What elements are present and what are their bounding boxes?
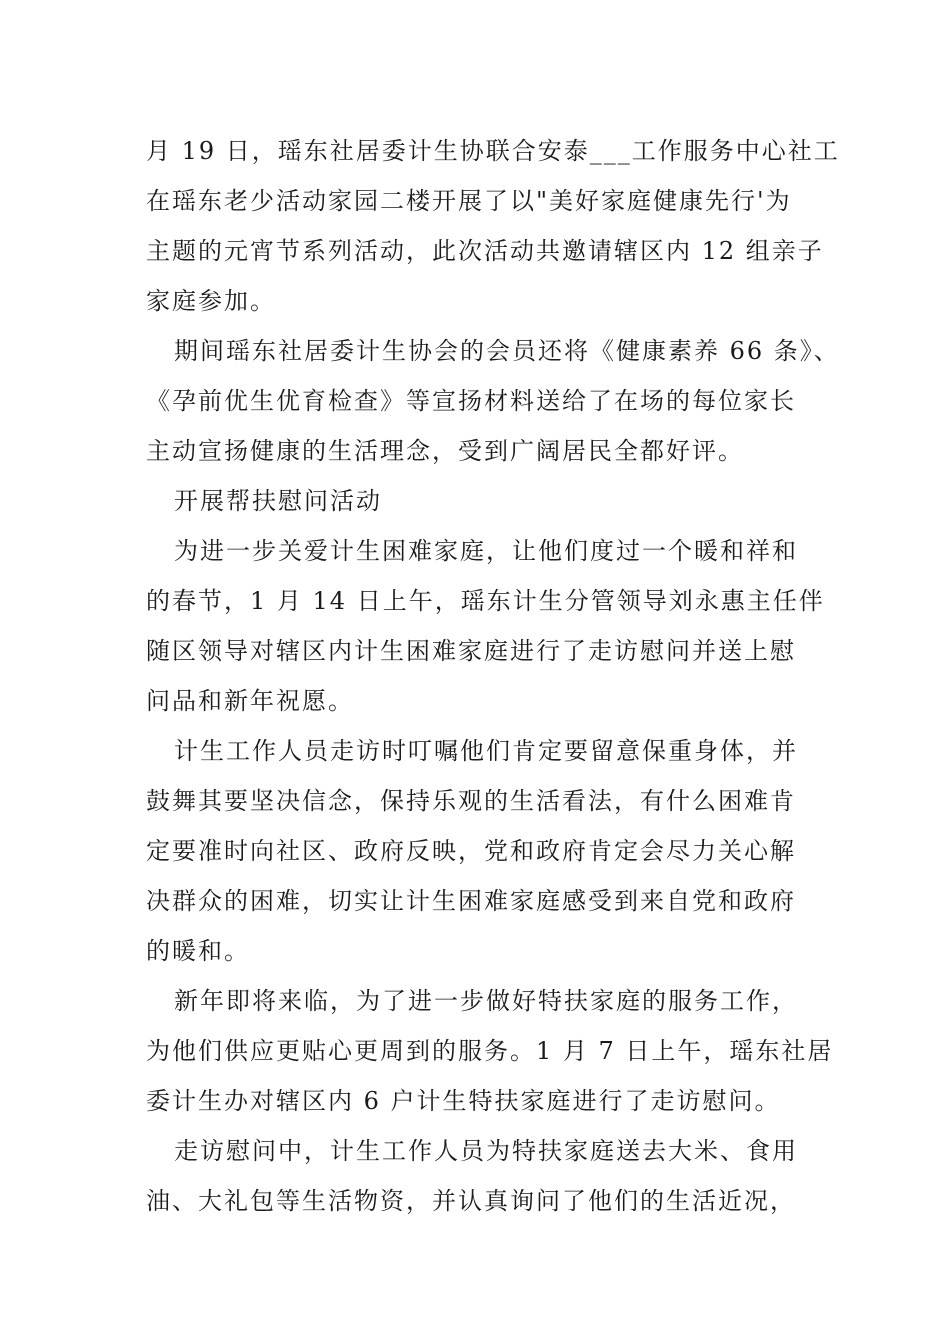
text-line: 主题的元宵节系列活动，此次活动共邀请辖区内 12 组亲子 [146, 237, 824, 265]
text-line: 走访慰问中，计生工作人员为特扶家庭送去大米、食用 [174, 1137, 798, 1165]
text-line: 委计生办对辖区内 6 户计生特扶家庭进行了走访慰问。 [146, 1087, 781, 1115]
text-line: 期间瑶东社居委计生协会的会员还将《健康素养 66 条》、 [174, 337, 840, 365]
text-line: 为他们供应更贴心更周到的服务。1 月 7 日上午，瑶东社居 [146, 1037, 834, 1065]
paragraph-3 [146, 526, 825, 726]
paragraph-6 [146, 1126, 818, 1226]
text-line: 决群众的困难，切实让计生困难家庭感受到来自党和政府 [146, 887, 796, 915]
text-line: 在瑶东老少活动家园二楼开展了以"美好家庭健康先行'为 [146, 187, 792, 215]
text-line: 随区领导对辖区内计生困难家庭进行了走访慰问并送上慰 [146, 637, 796, 665]
text-line: 的暖和。 [146, 937, 250, 965]
text-line: 鼓舞其要坚决信念，保持乐观的生活看法，有什么困难肯 [146, 787, 796, 815]
section-heading-text: 开展帮扶慰问活动 [174, 487, 382, 515]
paragraph-1 [146, 126, 840, 326]
text-line: 家庭参加。 [146, 287, 276, 315]
text-line: 计生工作人员走访时叮嘱他们肯定要留意保重身体，并 [174, 737, 798, 765]
text-line: 月 19 日，瑶东社居委计生协联合安泰___工作服务中心社工 [146, 137, 840, 165]
paragraph-5 [146, 976, 834, 1126]
document-body [146, 126, 840, 1226]
text-line: 《孕前优生优育检查》等宣扬材料送给了在场的每位家长 [146, 387, 796, 415]
paragraph-2 [146, 326, 840, 476]
text-line: 定要准时向社区、政府反映，党和政府肯定会尽力关心解 [146, 837, 796, 865]
text-line: 主动宣扬健康的生活理念，受到广阔居民全都好评。 [146, 437, 744, 465]
text-line: 油、大礼包等生活物资，并认真询问了他们的生活近况， [146, 1187, 796, 1215]
text-line: 问品和新年祝愿。 [146, 687, 354, 715]
text-line: 新年即将来临，为了进一步做好特扶家庭的服务工作， [174, 987, 798, 1015]
paragraph-4 [146, 726, 818, 976]
text-line: 为进一步关爱计生困难家庭，让他们度过一个暖和祥和 [174, 537, 798, 565]
text-line: 的春节，1 月 14 日上午，瑶东计生分管领导刘永惠主任伴 [146, 587, 825, 615]
section-heading [146, 476, 818, 526]
